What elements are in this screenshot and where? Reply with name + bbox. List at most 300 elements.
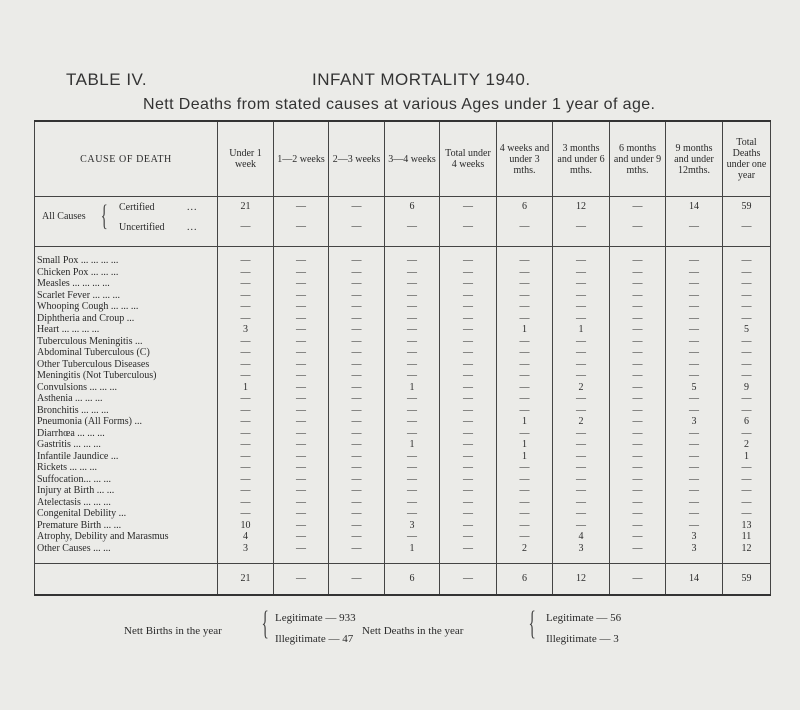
- column-header: 4 weeks and under 3 mths.: [497, 121, 553, 197]
- value-cell: —: [274, 428, 329, 440]
- value-cell: —: [666, 301, 723, 313]
- value-cell: 5: [666, 382, 723, 394]
- value-cell: —: [610, 439, 666, 451]
- value-cell: 11: [723, 531, 771, 543]
- value-cell: —: [218, 497, 274, 509]
- value-cell: 5: [723, 324, 771, 336]
- value-cell: —: [440, 359, 497, 371]
- cause-cell: Other Causes ... ...: [35, 543, 218, 555]
- cause-cell: Pneumonia (All Forms) ...: [35, 416, 218, 428]
- value-cell: —: [440, 347, 497, 359]
- value-cell: —: [329, 416, 385, 428]
- header-row: [35, 121, 771, 197]
- value-cell: —: [385, 278, 440, 290]
- value-cell: 1: [218, 382, 274, 394]
- value-cell: —: [666, 393, 723, 405]
- value-cell: —: [329, 313, 385, 325]
- certified-value: 12: [576, 201, 586, 212]
- value-cell: —: [218, 439, 274, 451]
- table-row: [35, 508, 771, 520]
- value-cell: 6: [723, 416, 771, 428]
- cause-cell: Convulsions ... ... ...: [35, 382, 218, 394]
- deaths-label: Nett Deaths in the year: [362, 625, 464, 637]
- cause-cell: Gastritis ... ... ...: [35, 439, 218, 451]
- value-cell: —: [329, 462, 385, 474]
- value-cell: —: [610, 508, 666, 520]
- value-cell: —: [274, 290, 329, 302]
- certified-value: 6: [522, 201, 527, 212]
- value-cell: 1: [497, 416, 553, 428]
- table-label: TABLE IV.: [66, 70, 148, 89]
- uncertified-label: Uncertified: [119, 222, 165, 233]
- value-cell: 3: [666, 543, 723, 555]
- value-cell: —: [723, 247, 771, 267]
- value-cell: —: [218, 347, 274, 359]
- value-cell: —: [723, 370, 771, 382]
- value-cell: —: [497, 405, 553, 417]
- value-cell: —: [666, 336, 723, 348]
- value-cell: —: [553, 290, 610, 302]
- cause-cell: Tuberculous Meningitis ...: [35, 336, 218, 348]
- value-cell: —: [385, 393, 440, 405]
- value-cell: —: [385, 405, 440, 417]
- value-cell: —: [553, 313, 610, 325]
- value-cell: 1: [497, 451, 553, 463]
- certified-value: 21: [240, 201, 251, 212]
- table-row: [35, 370, 771, 382]
- value-cell: —: [385, 531, 440, 543]
- value-cell: —: [497, 290, 553, 302]
- value-cell: —: [610, 336, 666, 348]
- value-cell: —: [610, 531, 666, 543]
- column-header: 9 months and under 12mths.: [666, 121, 723, 197]
- value-cell: 2: [553, 416, 610, 428]
- value-cell: —: [497, 393, 553, 405]
- certified-value: —: [296, 201, 306, 212]
- value-cell: —: [329, 347, 385, 359]
- value-cell: —: [440, 301, 497, 313]
- uncertified-value: —: [463, 221, 473, 232]
- brace-icon: {: [100, 199, 108, 232]
- leader-dots: ...: [187, 222, 198, 233]
- value-cell: —: [440, 382, 497, 394]
- value-cell: —: [329, 301, 385, 313]
- value-cell: —: [553, 474, 610, 486]
- value-cell: —: [610, 267, 666, 279]
- value-cell: —: [440, 313, 497, 325]
- value-cell: —: [666, 462, 723, 474]
- value-cell: 9: [723, 382, 771, 394]
- table-row: [35, 359, 771, 371]
- value-cell: —: [440, 497, 497, 509]
- value-cell: —: [666, 451, 723, 463]
- total-value-cell: —: [610, 564, 666, 596]
- value-cell: —: [610, 474, 666, 486]
- value-cell: 1: [723, 451, 771, 463]
- total-value-cell: 14: [666, 564, 723, 596]
- value-cell: —: [440, 416, 497, 428]
- cause-cell: Atrophy, Debility and Marasmus: [35, 531, 218, 543]
- value-cell: —: [274, 416, 329, 428]
- value-cell: 4: [553, 531, 610, 543]
- value-cell: —: [218, 416, 274, 428]
- value-cell: —: [497, 474, 553, 486]
- certified-value: 6: [409, 201, 415, 212]
- column-header: Total under 4 weeks: [440, 121, 497, 197]
- column-header: 2—3 weeks: [329, 121, 385, 197]
- cause-cell: Infantile Jaundice ...: [35, 451, 218, 463]
- births-label: Nett Births in the year: [124, 625, 222, 637]
- value-cell: —: [610, 382, 666, 394]
- value-cell: —: [385, 370, 440, 382]
- value-cell: —: [385, 428, 440, 440]
- value-cell: —: [440, 336, 497, 348]
- value-cell: —: [610, 485, 666, 497]
- table-body: [35, 197, 771, 596]
- page-title: INFANT MORTALITY 1940.: [312, 70, 531, 89]
- value-cell: —: [385, 485, 440, 497]
- totals-label-cell: [35, 564, 218, 596]
- value-cell: —: [553, 451, 610, 463]
- value-cell: —: [274, 405, 329, 417]
- value-cell: —: [553, 497, 610, 509]
- deaths-illegitimate: Illegitimate — 3: [546, 633, 619, 645]
- table-row: [35, 543, 771, 555]
- value-cell: —: [440, 324, 497, 336]
- births-illegitimate: Illegitimate — 47: [275, 633, 354, 645]
- value-cell: —: [385, 247, 440, 267]
- value-cell: —: [497, 508, 553, 520]
- value-cell: —: [610, 416, 666, 428]
- value-cell: —: [723, 278, 771, 290]
- value-cell: —: [610, 451, 666, 463]
- uncertified-value: —: [576, 221, 586, 232]
- value-cell: —: [274, 336, 329, 348]
- value-cell: —: [274, 382, 329, 394]
- value-cell: —: [553, 428, 610, 440]
- uncertified-value: —: [632, 221, 643, 232]
- value-cell: —: [497, 278, 553, 290]
- table-row: [35, 313, 771, 325]
- all-causes-values-cell: [385, 197, 440, 238]
- column-header: 1—2 weeks: [274, 121, 329, 197]
- value-cell: —: [274, 324, 329, 336]
- value-cell: 3: [553, 543, 610, 555]
- value-cell: —: [723, 428, 771, 440]
- value-cell: —: [274, 451, 329, 463]
- value-cell: —: [497, 359, 553, 371]
- value-cell: —: [274, 347, 329, 359]
- total-value-cell: —: [440, 564, 497, 596]
- value-cell: —: [218, 336, 274, 348]
- value-cell: 2: [723, 439, 771, 451]
- value-cell: —: [329, 405, 385, 417]
- value-cell: —: [218, 370, 274, 382]
- uncertified-value: —: [519, 221, 530, 232]
- table-row: [35, 474, 771, 486]
- value-cell: —: [723, 405, 771, 417]
- uncertified-value: —: [296, 221, 306, 232]
- cause-cell: Other Tuberculous Diseases: [35, 359, 218, 371]
- value-cell: 1: [385, 439, 440, 451]
- all-causes-values-cell: [329, 197, 385, 238]
- value-cell: —: [385, 497, 440, 509]
- spacer-row: [35, 237, 771, 247]
- all-causes-values-cell: [440, 197, 497, 238]
- column-header: 3—4 weeks: [385, 121, 440, 197]
- value-cell: —: [553, 247, 610, 267]
- value-cell: —: [666, 428, 723, 440]
- value-cell: —: [497, 336, 553, 348]
- value-cell: —: [610, 370, 666, 382]
- value-cell: —: [329, 370, 385, 382]
- value-cell: —: [218, 485, 274, 497]
- value-cell: —: [329, 428, 385, 440]
- certified-value: —: [351, 201, 362, 212]
- value-cell: —: [440, 508, 497, 520]
- value-cell: —: [610, 247, 666, 267]
- value-cell: —: [610, 324, 666, 336]
- value-cell: —: [666, 520, 723, 532]
- value-cell: —: [218, 267, 274, 279]
- value-cell: —: [553, 485, 610, 497]
- value-cell: —: [610, 313, 666, 325]
- value-cell: —: [385, 451, 440, 463]
- uncertified-value: —: [407, 221, 417, 232]
- value-cell: —: [723, 508, 771, 520]
- value-cell: 12: [723, 543, 771, 555]
- column-header: 6 months and under 9 mths.: [610, 121, 666, 197]
- value-cell: —: [553, 267, 610, 279]
- value-cell: —: [329, 247, 385, 267]
- value-cell: —: [218, 278, 274, 290]
- value-cell: 1: [497, 324, 553, 336]
- table-row: [35, 462, 771, 474]
- all-causes-values-cell: [666, 197, 723, 238]
- cause-cell: Diphtheria and Croup ...: [35, 313, 218, 325]
- table-row: [35, 278, 771, 290]
- value-cell: —: [329, 543, 385, 555]
- value-cell: —: [440, 474, 497, 486]
- uncertified-value: —: [741, 221, 752, 232]
- table-row: [35, 267, 771, 279]
- certified-value: 59: [741, 201, 752, 212]
- value-cell: —: [666, 359, 723, 371]
- value-cell: —: [329, 267, 385, 279]
- value-cell: —: [385, 462, 440, 474]
- value-cell: —: [385, 267, 440, 279]
- value-cell: —: [497, 428, 553, 440]
- total-value-cell: —: [329, 564, 385, 596]
- value-cell: —: [218, 508, 274, 520]
- value-cell: —: [497, 267, 553, 279]
- table-row: [35, 531, 771, 543]
- value-cell: —: [497, 347, 553, 359]
- value-cell: —: [723, 474, 771, 486]
- value-cell: —: [218, 393, 274, 405]
- value-cell: —: [610, 520, 666, 532]
- table-row: [35, 520, 771, 532]
- leader-dots: ...: [187, 202, 198, 213]
- cause-cell: Rickets ... ... ...: [35, 462, 218, 474]
- value-cell: —: [440, 451, 497, 463]
- value-cell: —: [553, 359, 610, 371]
- value-cell: —: [440, 370, 497, 382]
- value-cell: —: [274, 267, 329, 279]
- value-cell: 1: [385, 382, 440, 394]
- value-cell: —: [553, 439, 610, 451]
- value-cell: —: [440, 428, 497, 440]
- all-causes-values-cell: [274, 197, 329, 238]
- cause-cell: Chicken Pox ... ... ...: [35, 267, 218, 279]
- value-cell: —: [666, 347, 723, 359]
- value-cell: —: [497, 497, 553, 509]
- value-cell: —: [497, 531, 553, 543]
- column-header: Under 1 week: [218, 121, 274, 197]
- uncertified-value: —: [689, 221, 699, 232]
- table-row: [35, 324, 771, 336]
- all-causes-values-cell: [723, 197, 771, 238]
- table-row: [35, 405, 771, 417]
- value-cell: —: [329, 520, 385, 532]
- cause-cell: Injury at Birth ... ...: [35, 485, 218, 497]
- value-cell: —: [666, 497, 723, 509]
- value-cell: 3: [385, 520, 440, 532]
- value-cell: —: [610, 301, 666, 313]
- value-cell: —: [218, 451, 274, 463]
- all-causes-values-cell: [218, 197, 274, 238]
- value-cell: —: [666, 370, 723, 382]
- value-cell: —: [553, 462, 610, 474]
- value-cell: —: [610, 462, 666, 474]
- value-cell: 3: [218, 543, 274, 555]
- value-cell: —: [666, 290, 723, 302]
- value-cell: —: [329, 278, 385, 290]
- value-cell: 2: [497, 543, 553, 555]
- value-cell: —: [274, 370, 329, 382]
- table-row: [35, 382, 771, 394]
- total-value-cell: 12: [553, 564, 610, 596]
- cause-cell: Diarrhœa ... ... ...: [35, 428, 218, 440]
- value-cell: —: [553, 278, 610, 290]
- value-cell: —: [329, 359, 385, 371]
- value-cell: —: [274, 508, 329, 520]
- value-cell: 4: [218, 531, 274, 543]
- value-cell: —: [274, 531, 329, 543]
- totals-row: [35, 564, 771, 596]
- cause-cell: Bronchitis ... ... ...: [35, 405, 218, 417]
- value-cell: —: [440, 462, 497, 474]
- value-cell: —: [329, 474, 385, 486]
- value-cell: —: [666, 324, 723, 336]
- table-row: [35, 247, 771, 267]
- value-cell: 13: [723, 520, 771, 532]
- value-cell: —: [497, 313, 553, 325]
- value-cell: —: [497, 485, 553, 497]
- value-cell: —: [440, 247, 497, 267]
- value-cell: —: [329, 497, 385, 509]
- value-cell: —: [723, 336, 771, 348]
- value-cell: —: [274, 439, 329, 451]
- deaths-legitimate: Legitimate — 56: [546, 612, 622, 624]
- value-cell: —: [666, 247, 723, 267]
- value-cell: —: [666, 405, 723, 417]
- value-cell: 1: [385, 543, 440, 555]
- value-cell: —: [553, 520, 610, 532]
- value-cell: —: [610, 497, 666, 509]
- brace-icon: {: [528, 605, 536, 642]
- value-cell: —: [274, 474, 329, 486]
- value-cell: —: [218, 405, 274, 417]
- value-cell: —: [723, 393, 771, 405]
- table-row: [35, 439, 771, 451]
- table-row: [35, 290, 771, 302]
- cause-cell: Atelectasis ... ... ...: [35, 497, 218, 509]
- total-value-cell: 59: [723, 564, 771, 596]
- value-cell: —: [274, 462, 329, 474]
- table-row: [35, 336, 771, 348]
- value-cell: —: [723, 497, 771, 509]
- value-cell: —: [218, 290, 274, 302]
- table-row: [35, 497, 771, 509]
- table-row: [35, 485, 771, 497]
- value-cell: —: [218, 462, 274, 474]
- table-row: [35, 347, 771, 359]
- value-cell: —: [385, 359, 440, 371]
- value-cell: —: [497, 301, 553, 313]
- value-cell: —: [274, 313, 329, 325]
- all-causes-cell: [35, 197, 218, 238]
- value-cell: —: [274, 497, 329, 509]
- table-row: [35, 301, 771, 313]
- value-cell: —: [723, 462, 771, 474]
- column-header-cause: CAUSE OF DEATH: [35, 121, 218, 197]
- value-cell: —: [329, 531, 385, 543]
- cause-cell: Meningitis (Not Tuberculous): [35, 370, 218, 382]
- value-cell: —: [218, 301, 274, 313]
- value-cell: —: [218, 247, 274, 267]
- value-cell: —: [497, 520, 553, 532]
- value-cell: —: [497, 247, 553, 267]
- value-cell: —: [385, 324, 440, 336]
- value-cell: —: [666, 439, 723, 451]
- cause-cell: Congenital Debility ...: [35, 508, 218, 520]
- cause-cell: Whooping Cough ... ... ...: [35, 301, 218, 313]
- value-cell: —: [218, 428, 274, 440]
- brace-icon: {: [261, 605, 269, 642]
- value-cell: —: [440, 405, 497, 417]
- certified-value: —: [632, 201, 643, 212]
- value-cell: —: [385, 313, 440, 325]
- value-cell: —: [218, 313, 274, 325]
- value-cell: —: [610, 543, 666, 555]
- value-cell: —: [610, 278, 666, 290]
- value-cell: —: [440, 485, 497, 497]
- value-cell: —: [385, 474, 440, 486]
- value-cell: —: [385, 336, 440, 348]
- value-cell: —: [723, 359, 771, 371]
- value-cell: —: [329, 382, 385, 394]
- value-cell: 1: [553, 324, 610, 336]
- all-causes-row: [35, 197, 771, 238]
- value-cell: —: [666, 485, 723, 497]
- table-row: [35, 451, 771, 463]
- cause-cell: Small Pox ... ... ... ...: [35, 247, 218, 267]
- value-cell: —: [329, 451, 385, 463]
- table-row: [35, 393, 771, 405]
- value-cell: —: [329, 393, 385, 405]
- uncertified-value: —: [351, 221, 362, 232]
